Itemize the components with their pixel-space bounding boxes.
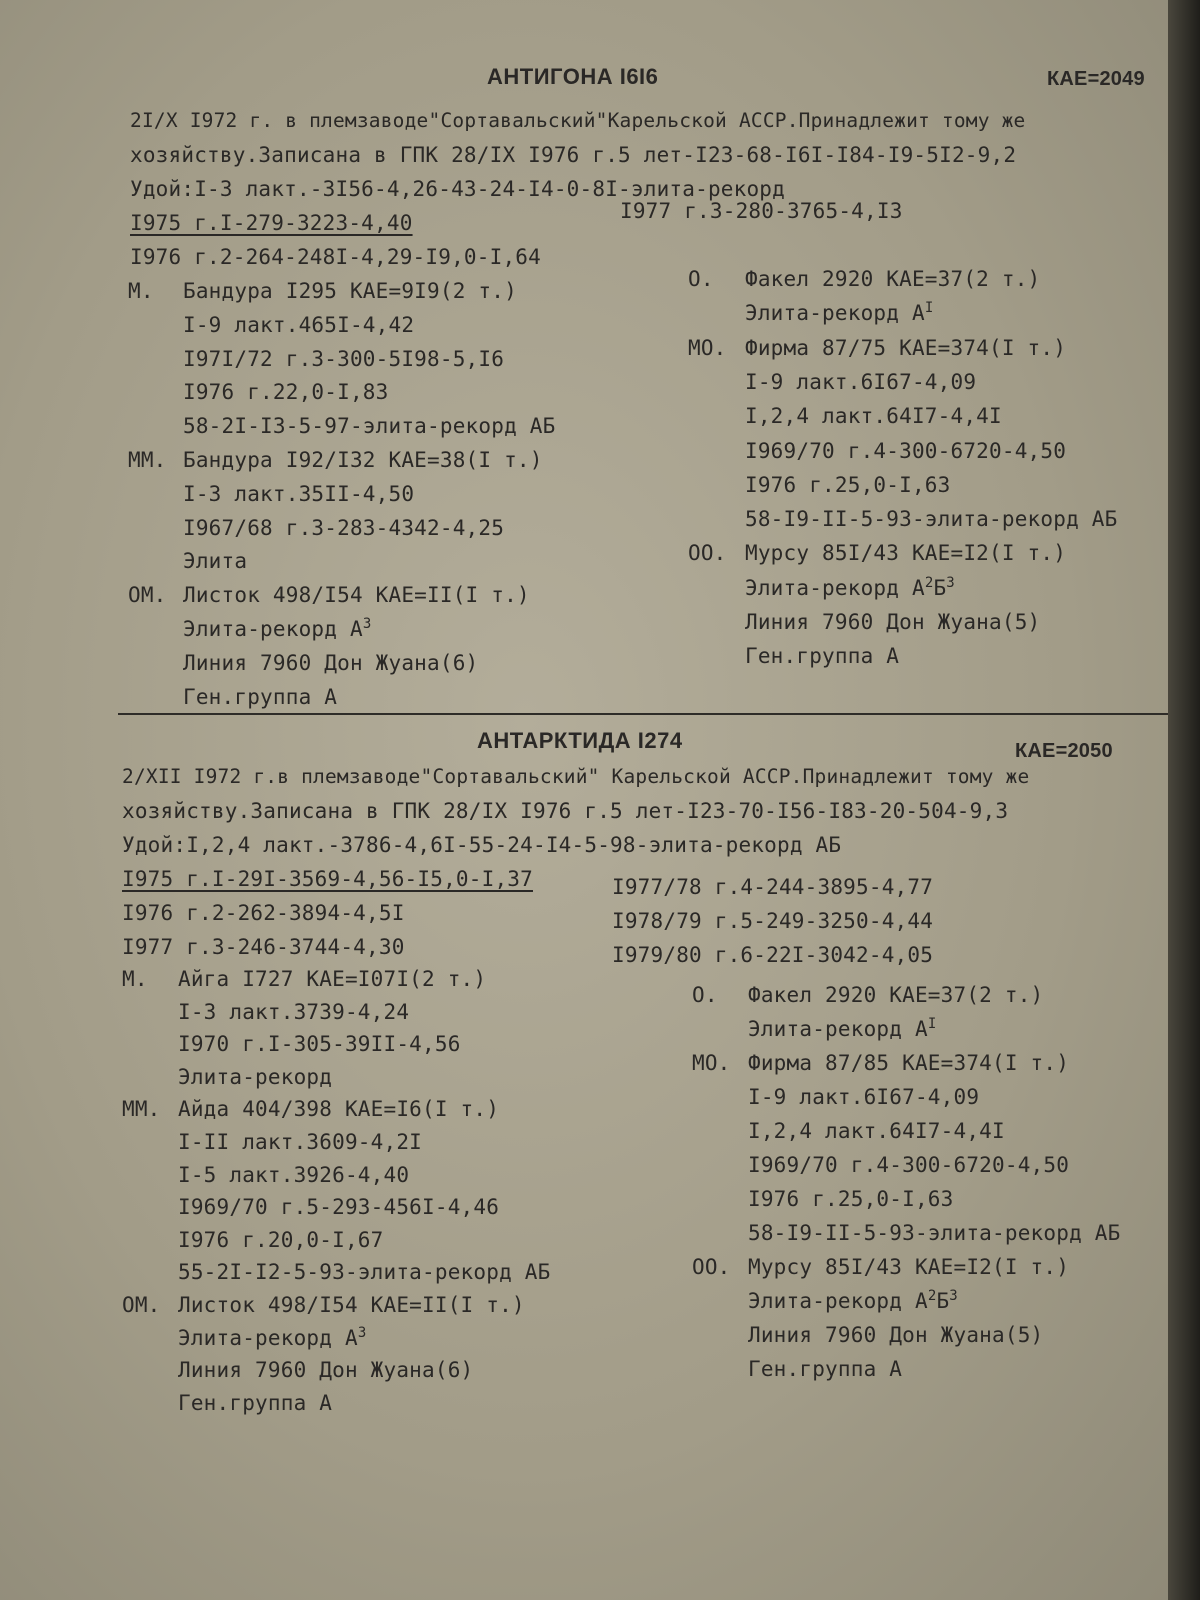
record-year-1978-79: I978/79 г.5-249-3250-4,44 — [612, 909, 934, 933]
pedigree-line: I976 г.25,0-I,63 — [745, 472, 951, 497]
pedigree-line: I-3 лакт.35II-4,50 — [183, 481, 415, 506]
pedigree-line: I976 г.20,0-I,67 — [178, 1227, 384, 1252]
pedigree-line: I969/70 г.4-300-6720-4,50 — [748, 1153, 1070, 1177]
pedigree-line: Фирма 87/75 КАЕ=374(I т.) — [745, 335, 1067, 360]
pedigree-line: Ген.группа А — [178, 1390, 333, 1415]
pedigree-prefix: ОО. — [688, 541, 727, 566]
pedigree-line: 58-I9-II-5-93-элита-рекорд АБ — [745, 507, 1118, 532]
record-year-1976: I976 г.2-262-3894-4,5I — [122, 901, 405, 925]
pedigree-line: Элита-рекорд $А^2Б^3$ — [748, 1288, 958, 1313]
record-yield: Удой:I-3 лакт.-3I56-4,26-43-24-I4-0-8I-элита-рекорд — [130, 177, 785, 201]
section-divider — [118, 713, 1168, 715]
record-year-1979-80: I979/80 г.6-22I-3042-4,05 — [612, 943, 934, 967]
pedigree-line: Ген.группа А — [745, 644, 900, 669]
pedigree-line: 58-I9-II-5-93-элита-рекорд АБ — [748, 1221, 1121, 1245]
pedigree-line: I-9 лакт.465I-4,42 — [183, 312, 415, 337]
pedigree-line: I-9 лакт.6I67-4,09 — [748, 1085, 980, 1109]
pedigree-line: I969/70 г.5-293-456I-4,46 — [178, 1195, 500, 1220]
pedigree-line: I-9 лакт.6I67-4,09 — [745, 369, 977, 394]
pedigree-line: 55-2I-I2-5-93-элита-рекорд АБ — [178, 1260, 551, 1285]
record-kae: КАЕ=2049 — [1047, 68, 1145, 90]
record-year-1975: I975 г.I-29I-3569-4,56-I5,0-I,37 — [122, 867, 533, 891]
pedigree-line: Ген.группа А — [748, 1357, 903, 1381]
pedigree-line: Айга I727 КАЕ=I07I(2 т.) — [178, 967, 487, 991]
pedigree-line: Бандура I295 КАЕ=9I9(2 т.) — [183, 279, 517, 303]
pedigree-line: I976 г.22,0-I,83 — [183, 380, 389, 405]
pedigree-line: Элита-рекорд $А^3$ — [183, 616, 372, 641]
pedigree-line: I97I/72 г.3-300-5I98-5,I6 — [183, 346, 505, 371]
pedigree-line: Листок 498/I54 КАЕ=II(I т.) — [183, 583, 530, 608]
pedigree-line: I-3 лакт.3739-4,24 — [178, 999, 410, 1024]
pedigree-prefix: ММ. — [128, 448, 167, 472]
pedigree-prefix: МО. — [692, 1051, 731, 1075]
pedigree-line: Элита-рекорд $А^I$ — [748, 1016, 937, 1041]
pedigree-line: Линия 7960 Дон Жуана(5) — [745, 610, 1041, 634]
pedigree-line: Факел 2920 КАЕ=37(2 т.) — [748, 983, 1044, 1007]
pedigree-line: Фирма 87/85 КАЕ=374(I т.) — [748, 1051, 1070, 1075]
pedigree-line: I-5 лакт.3926-4,40 — [178, 1162, 410, 1187]
pedigree-line: I,2,4 лакт.64I7-4,4I — [745, 404, 1002, 429]
pedigree-line: Айда 404/398 КАЕ=I6(I т.) — [178, 1097, 500, 1122]
pedigree-line: I-II лакт.3609-4,2I — [178, 1130, 423, 1154]
record-intro-line-2: хозяйству.Записана в ГПК 28/IX I976 г.5 лет-I23-68-I6I-I84-I9-5I2-9,2 — [130, 143, 1017, 167]
pedigree-prefix: МО. — [688, 335, 727, 360]
record-year-1977: I977 г.3-246-3744-4,30 — [122, 935, 405, 959]
pedigree-line: I967/68 г.3-283-4342-4,25 — [183, 515, 505, 540]
pedigree-line: Элита-рекорд — [178, 1064, 333, 1089]
pedigree-line: Листок 498/I54 КАЕ=II(I т.) — [178, 1293, 525, 1317]
pedigree-prefix: О. — [692, 983, 718, 1007]
pedigree-line: I,2,4 лакт.64I7-4,4I — [748, 1119, 1005, 1143]
pedigree-prefix: М. — [122, 967, 148, 991]
pedigree-line: I969/70 г.4-300-6720-4,50 — [745, 438, 1067, 463]
pedigree-prefix: ОМ. — [122, 1293, 161, 1317]
pedigree-line: I976 г.25,0-I,63 — [748, 1187, 954, 1211]
pedigree-line: Бандура I92/I32 КАЕ=38(I т.) — [183, 448, 543, 472]
pedigree-line: Мурсу 85I/43 КАЕ=I2(I т.) — [745, 541, 1067, 566]
pedigree-line: Элита-рекорд $А^3$ — [178, 1324, 367, 1350]
record-kae: КАЕ=2050 — [1015, 740, 1113, 762]
record-yield: Удой:I,2,4 лакт.-3786-4,6I-55-24-I4-5-98-элита-рекорд АБ — [122, 833, 842, 857]
pedigree-line: Элита-рекорд $А^I$ — [745, 300, 934, 326]
record-year-1977-78: I977/78 г.4-244-3895-4,77 — [612, 875, 934, 899]
pedigree-prefix: М. — [128, 279, 154, 303]
pedigree-line: I970 г.I-305-39II-4,56 — [178, 1032, 461, 1057]
pedigree-line: Элита — [183, 549, 248, 574]
record-year-1976: I976 г.2-264-248I-4,29-I9,0-I,64 — [130, 245, 541, 269]
pedigree-prefix: ОМ. — [128, 583, 167, 608]
pedigree-line: Линия 7960 Дон Жуана(6) — [178, 1358, 474, 1383]
record-year-1975: I975 г.I-279-3223-4,40 — [130, 211, 413, 235]
record-intro-line-2: хозяйству.Записана в ГПК 28/IX I976 г.5 лет-I23-70-I56-I83-20-504-9,3 — [122, 799, 1009, 823]
record-year-1977: I977 г.3-280-3765-4,I3 — [620, 199, 903, 223]
pedigree-line: 58-2I-I3-5-97-элита-рекорд АБ — [183, 414, 556, 439]
record-title: АНТИГОНА I6I6 — [487, 64, 659, 89]
pedigree-line: Мурсу 85I/43 КАЕ=I2(I т.) — [748, 1255, 1070, 1279]
pedigree-prefix: ОО. — [692, 1255, 731, 1279]
pedigree-line: Линия 7960 Дон Жуана(5) — [748, 1323, 1044, 1347]
page-edge-shadow — [1168, 0, 1200, 1600]
pedigree-prefix: ММ. — [122, 1097, 161, 1122]
pedigree-prefix: О. — [688, 267, 714, 291]
record-intro-line-1: 2/XII I972 г.в племзаводе"Сортавальский" Карельской АССР.Принадлежит тому же — [122, 765, 1030, 788]
pedigree-line: Элита-рекорд $А^2Б^3$ — [745, 574, 955, 600]
record-title: АНТАРКТИДА I274 — [477, 728, 683, 753]
record-intro-line-1: 2I/X I972 г. в племзаводе"Сортавальский"Карельской АССР.Принадлежит тому же — [130, 109, 1026, 132]
pedigree-line: Ген.группа А — [183, 684, 338, 709]
pedigree-line: Линия 7960 Дон Жуана(6) — [183, 650, 479, 675]
pedigree-line: Факел 2920 КАЕ=37(2 т.) — [745, 267, 1041, 291]
